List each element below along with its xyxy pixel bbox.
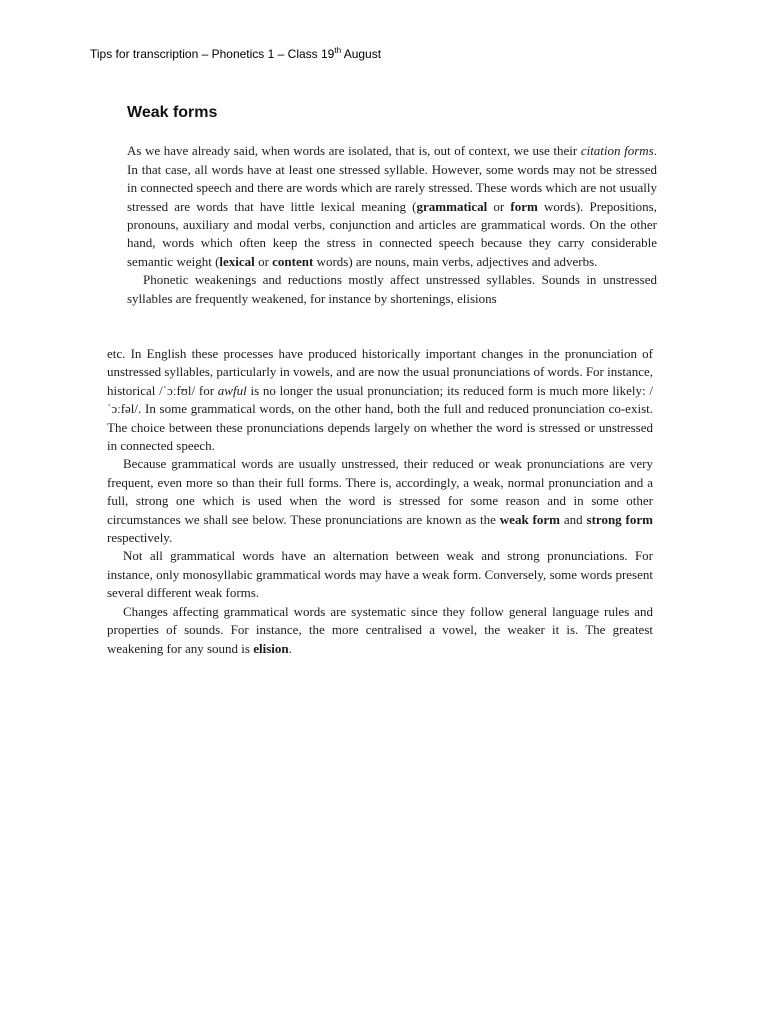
header-superscript: th <box>334 46 342 55</box>
text-run: or <box>254 253 273 269</box>
paragraph-alternation: Not all grammatical words have an alternation between weak and strong pronunciations. For instance, only monosyllabic grammatical words may have a weak form. Conversely, some words present several different weak forms. <box>107 548 653 601</box>
term-awful: awful <box>217 382 247 398</box>
scanned-excerpt-bottom <box>107 345 653 658</box>
text-run: Changes affecting grammatical words are systematic since they follow general language rules and properties of sounds. For instance, the more centralised a vowel, the weaker it is. The greatest weakening for any sound is <box>107 603 653 656</box>
text-run: respectively. <box>107 530 173 546</box>
document-header <box>90 46 381 61</box>
scanned-excerpt-top <box>127 104 657 308</box>
header-text-end: August <box>341 47 382 61</box>
text-run: Because grammatical words are usually unstressed, their reduced or weak pronunciations are very frequent, even more so than their full forms. There is, accordingly, a weak, normal pronunciation and a full, strong one which is used when the word is stressed for some reason and in some other circumstances we shall see below. These pronunciations are known as the <box>107 456 653 527</box>
term-weak-form: weak form <box>499 511 560 527</box>
text-run: words). Prepositions, pronouns, auxiliary and modal verbs, conjunction and articles are grammatical words. On the other hand, words which often keep the stress in connected speech because they carry considerable semantic weight ( <box>127 198 657 269</box>
term-grammatical: grammatical <box>416 198 488 214</box>
text-run: or <box>487 198 511 214</box>
paragraph-weakenings-start: Phonetic weakenings and reductions mostly affect unstressed syllables. Sounds in unstressed syllables are frequently weakened, for instance by shortenings, elisions <box>127 272 657 306</box>
text-run: is no longer the usual pronunciation; its reduced form is much more likely: /ˈɔːfəl/. In some grammatical words, on the other hand, both the full and reduced pronunciation co-exist. The choice between these pronunciations depends largely on whether the word is stressed or unstressed in connected speech. <box>107 382 653 454</box>
text-run: . <box>288 640 292 656</box>
term-form: form <box>510 198 538 214</box>
term-lexical: lexical <box>219 253 255 269</box>
paragraph-weak-strong <box>107 455 653 547</box>
paragraph-systematic-changes <box>107 603 653 658</box>
paragraph-weakenings-continued <box>107 345 653 455</box>
text-run: words) are nouns, main verbs, adjectives and adverbs. <box>313 253 598 269</box>
term-content: content <box>272 253 314 269</box>
paragraph-intro <box>127 142 657 271</box>
term-elision: elision <box>253 640 289 656</box>
text-run: and <box>560 511 587 527</box>
term-strong-form: strong form <box>586 511 653 527</box>
term-citation-forms: citation forms <box>580 143 654 159</box>
section-heading: Weak forms <box>127 104 218 121</box>
text-run: As we have already said, when words are isolated, that is, out of context, we use their <box>127 143 581 159</box>
header-text: Tips for transcription – Phonetics 1 – Class 19 <box>90 47 335 61</box>
text-run: . In that case, all words have at least one stressed syllable. However, some words may not be stressed in connected speech and there are words which are rarely stressed. These words which are not usually stressed are words that have little lexical meaning ( <box>127 143 657 214</box>
text-run: etc. In English these processes have produced historically important changes in the pronunciation of unstressed syllables, particularly in vowels, and are now the usual pronunciations of words. For instance, historical /ˈɔːfʊl/ for <box>107 346 653 398</box>
